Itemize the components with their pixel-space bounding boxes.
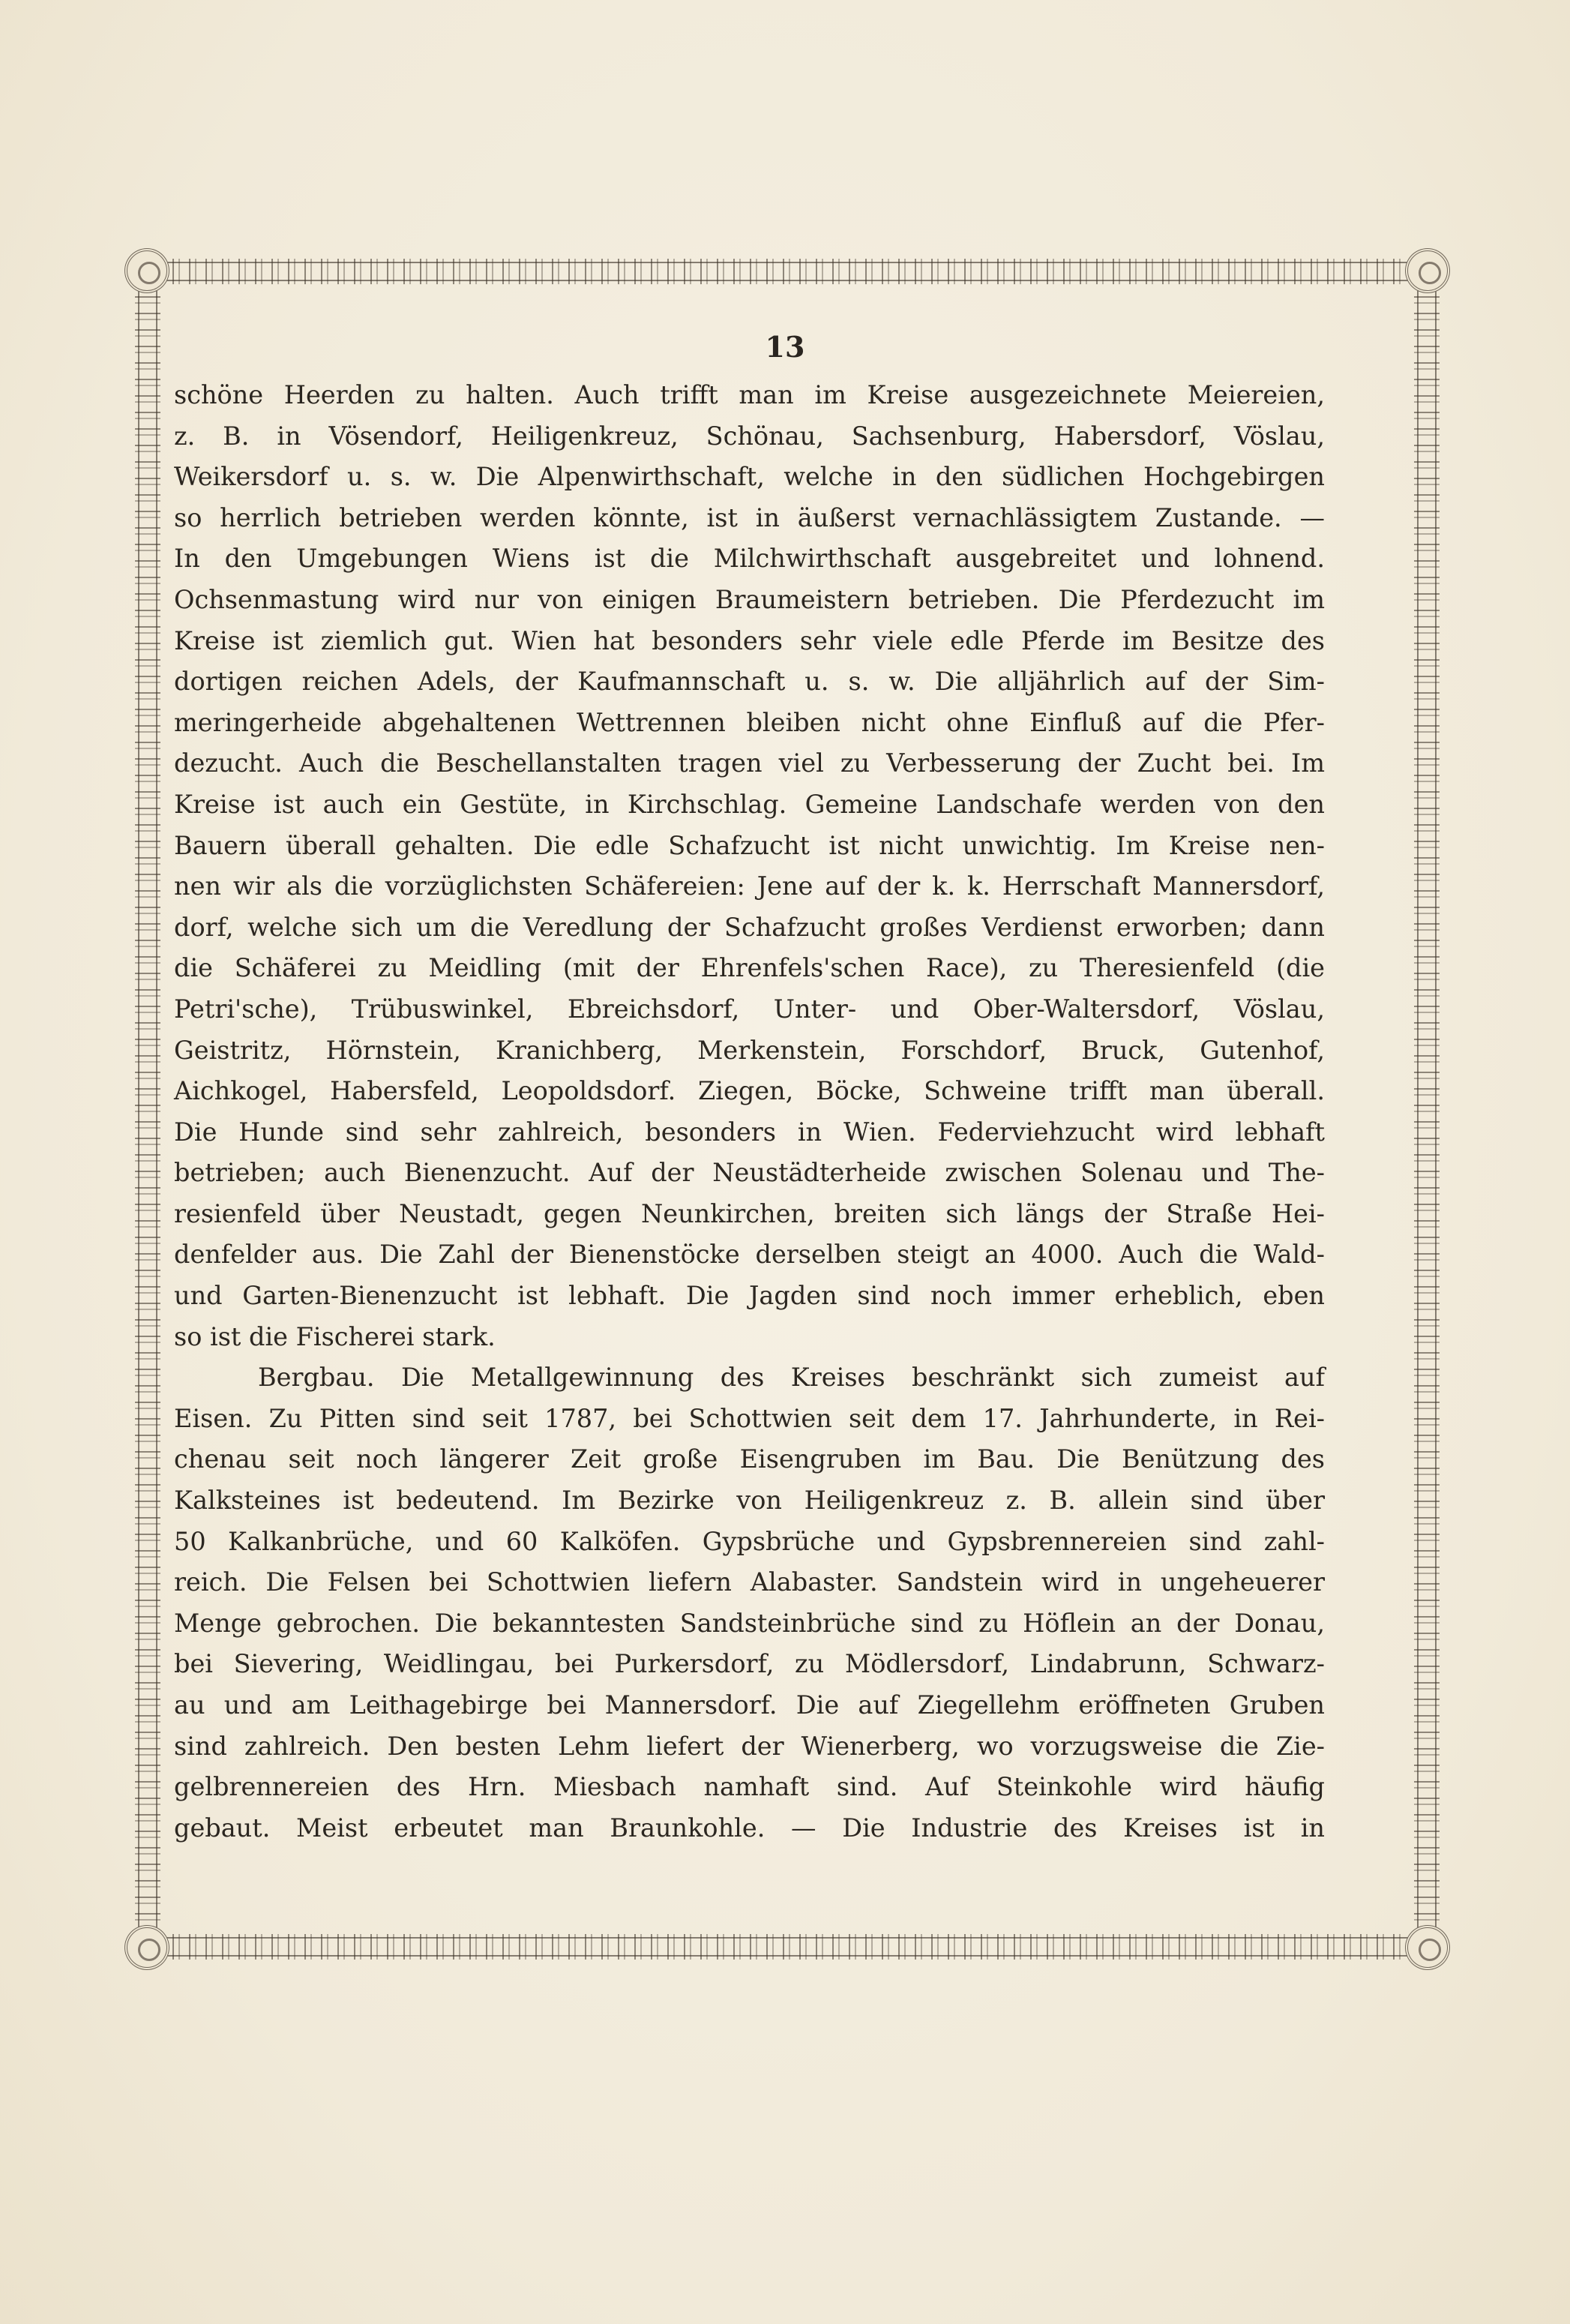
text-line: z. B. in Vösendorf, Heiligenkreuz, Schönau, Sachsenburg, Habersdorf, Vöslau, <box>174 421 1325 451</box>
text-line: denfelder aus. Die Zahl der Bienenstöcke derselben steigt an 4000. Auch die Wald- <box>174 1240 1325 1270</box>
text-line: au und am Leithagebirge bei Mannersdorf. Die auf Ziegellehm eröffneten Gruben <box>174 1690 1325 1720</box>
text-line: Kreise ist ziemlich gut. Wien hat besonders sehr viele edle Pferde im Besitze des <box>174 625 1325 655</box>
text-line: Bauern überall gehalten. Die edle Schafzucht ist nicht unwichtig. Im Kreise nen- <box>174 830 1325 860</box>
text-line: Ochsenmastung wird nur von einigen Braumeistern betrieben. Die Pferdezucht im <box>174 584 1325 614</box>
body-text <box>174 375 1325 1849</box>
text-line: Geistritz, Hörnstein, Kranichberg, Merkenstein, Forschdorf, Bruck, Gutenhof, <box>174 1035 1325 1065</box>
text-line: chenau seit noch längerer Zeit große Eisengruben im Bau. Die Benützung des <box>174 1444 1325 1474</box>
frame-border-left <box>135 259 160 1960</box>
text-line: Petri'sche), Trübuswinkel, Ebreichsdorf, Unter- und Ober-Waltersdorf, Vöslau, <box>174 994 1325 1024</box>
text-line: gebaut. Meist erbeutet man Braunkohle. — Die Industrie des Kreises ist in <box>174 1813 1325 1843</box>
frame-border-right <box>1414 259 1440 1960</box>
text-line: dezucht. Auch die Beschellanstalten tragen viel zu Verbesserung der Zucht bei. Im <box>174 748 1325 778</box>
text-line: In den Umgebungen Wiens ist die Milchwirthschaft ausgebreitet und lohnend. <box>174 544 1325 574</box>
text-line: Menge gebrochen. Die bekanntesten Sandsteinbrüche sind zu Höflein an der Donau, <box>174 1608 1325 1638</box>
text-line: reich. Die Felsen bei Schottwien liefern Alabaster. Sandstein wird in ungeheuerer <box>174 1567 1325 1597</box>
corner-ornament-icon <box>1405 1925 1450 1970</box>
text-line: Kreise ist auch ein Gestüte, in Kirchschlag. Gemeine Landschafe werden von den <box>174 789 1325 819</box>
text-line: Kalksteines ist bedeutend. Im Bezirke von Heiligenkreuz z. B. allein sind über <box>174 1486 1325 1516</box>
text-line: so ist die Fischerei stark. <box>174 1321 496 1351</box>
text-line: bei Sievering, Weidlingau, bei Purkersdorf, zu Mödlersdorf, Lindabrunn, Schwarz- <box>174 1649 1325 1679</box>
text-line: 50 Kalkanbrüche, und 60 Kalköfen. Gypsbrüche und Gypsbrennereien sind zahl- <box>174 1526 1325 1556</box>
frame-border-top <box>135 259 1440 284</box>
text-line: gelbrennereien des Hrn. Miesbach namhaft sind. Auf Steinkohle wird häufig <box>174 1772 1325 1802</box>
text-line: Aichkogel, Habersfeld, Leopoldsdorf. Ziegen, Böcke, Schweine trifft man überall. <box>174 1076 1325 1106</box>
text-line: schöne Heerden zu halten. Auch trifft man im Kreise ausgezeichnete Meiereien, <box>174 380 1325 409</box>
text-line: dortigen reichen Adels, der Kaufmannschaft u. s. w. Die alljährlich auf der Sim- <box>174 667 1325 697</box>
corner-ornament-icon <box>124 1925 169 1970</box>
text-line: Weikersdorf u. s. w. Die Alpenwirthschaft, welche in den südlichen Hochgebirgen <box>174 462 1325 492</box>
text-line: Die Hunde sind sehr zahlreich, besonders in Wien. Federviehzucht wird lebhaft <box>174 1117 1325 1147</box>
corner-ornament-icon <box>1405 248 1450 293</box>
text-line: Eisen. Zu Pitten sind seit 1787, bei Schottwien seit dem 17. Jahrhunderte, in Rei- <box>174 1403 1325 1433</box>
text-line: Bergbau. Die Metallgewinnung des Kreises beschränkt sich zumeist auf <box>258 1363 1325 1393</box>
text-line: meringerheide abgehaltenen Wettrennen bleiben nicht ohne Einfluß auf die Pfer- <box>174 707 1325 737</box>
frame-border-bottom <box>135 1934 1440 1960</box>
text-line: dorf, welche sich um die Veredlung der Schafzucht großes Verdienst erworben; dann <box>174 912 1325 942</box>
text-line: betrieben; auch Bienenzucht. Auf der Neustädterheide zwischen Solenau und The- <box>174 1158 1325 1188</box>
text-line: sind zahlreich. Den besten Lehm liefert der Wienerberg, wo vorzugsweise die Zie- <box>174 1731 1325 1761</box>
text-line: und Garten-Bienenzucht ist lebhaft. Die Jagden sind noch immer erheblich, eben <box>174 1281 1325 1311</box>
text-line: resienfeld über Neustadt, gegen Neunkirchen, breiten sich längs der Straße Hei- <box>174 1198 1325 1228</box>
text-line: die Schäferei zu Meidling (mit der Ehrenfels'schen Race), zu Theresienfeld (die <box>174 953 1325 983</box>
text-line: so herrlich betrieben werden könnte, ist in äußerst vernachlässigtem Zustande. — <box>174 502 1325 532</box>
text-line: nen wir als die vorzüglichsten Schäfereien: Jene auf der k. k. Herrschaft Mannersdorf, <box>174 871 1325 901</box>
corner-ornament-icon <box>124 248 169 293</box>
page-number: 13 <box>765 330 805 364</box>
